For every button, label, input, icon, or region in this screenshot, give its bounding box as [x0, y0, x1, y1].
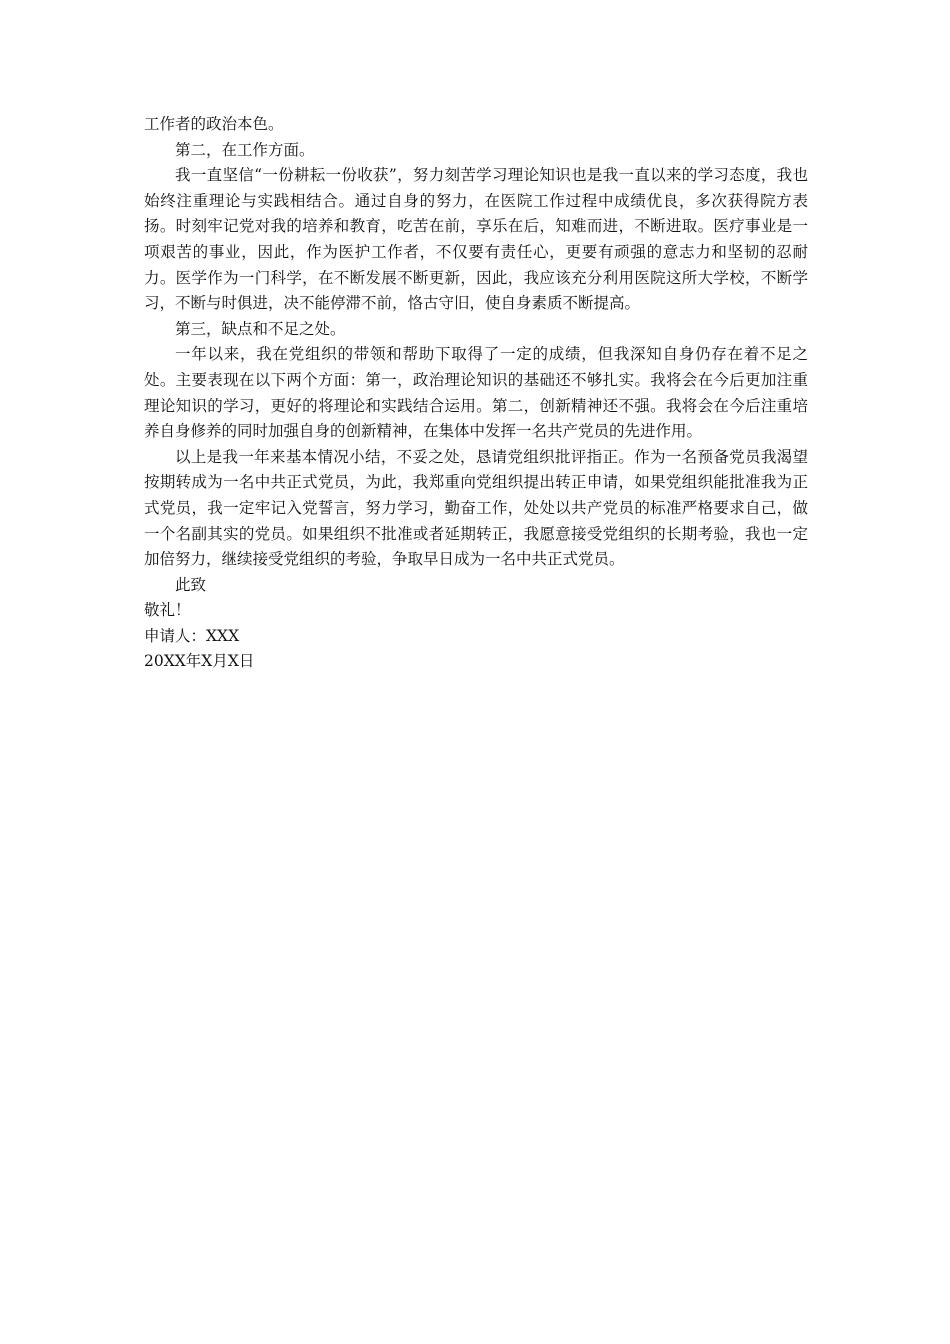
section-heading-shortcomings: 第三，缺点和不足之处。 [175, 319, 346, 338]
paragraph-shortcomings: 一年以来，我在党组织的带领和帮助下取得了一定的成绩，但我深知自身仍存在着不足之处。主要表现在以下两个方面：第一，政治理论知识的基础还不够扎实。我将会在今后更加注重理论知识的学习，更好的将理论和实践结合运用。第二，创新精神还不强。我将会在今后注重培养自身修养的同时加强自身的创新精神，在集体中发挥一名共产党员的先进作用。 [144, 345, 808, 441]
document-date: 20XX年X月X日 [144, 652, 255, 671]
paragraph-continuation: 工作者的政治本色。 [144, 115, 284, 133]
section-heading-work: 第二，在工作方面。 [175, 140, 315, 159]
document-body [144, 112, 808, 675]
paragraph-work: 我一直坚信“一份耕耘一份收获”，努力刻苦学习理论知识也是我一直以来的学习态度，我也始终注重理论与实践相结合。通过自身的努力，在医院工作过程中成绩优良，多次获得院方表扬。时刻牢记党对我的培养和教育，吃苦在前，享乐在后，知难而进，不断进取。医疗事业是一项艰苦的事业，因此，作为医护工作者，不仅要有责任心，更要有顽强的意志力和坚韧的忍耐力。医学作为一门科学，在不断发展不断更新，因此，我应该充分利用医院这所大学校，不断学习，不断与时俱进，决不能停滞不前，恪古守旧，使自身素质不断提高。 [144, 166, 808, 313]
paragraph-summary: 以上是我一年来基本情况小结，不妥之处，恳请党组织批评指正。作为一名预备党员我渴望按期转成为一名中共正式党员，为此，我郑重向党组织提出转正申请，如果党组织能批准我为正式党员，我一定牢记入党誓言，努力学习，勤奋工作，处处以共产党员的标准严格要求自己，做一个名副其实的党员。如果组织不批准或者延期转正，我愿意接受党组织的长期考验，我也一定加倍努力，继续接受党组织的考验，争取早日成为一名中共正式党员。 [144, 447, 808, 569]
closing-phrase: 此致 [175, 575, 207, 594]
salute: 敬礼！ [144, 601, 191, 620]
applicant-signature: 申请人：XXX [144, 626, 240, 645]
